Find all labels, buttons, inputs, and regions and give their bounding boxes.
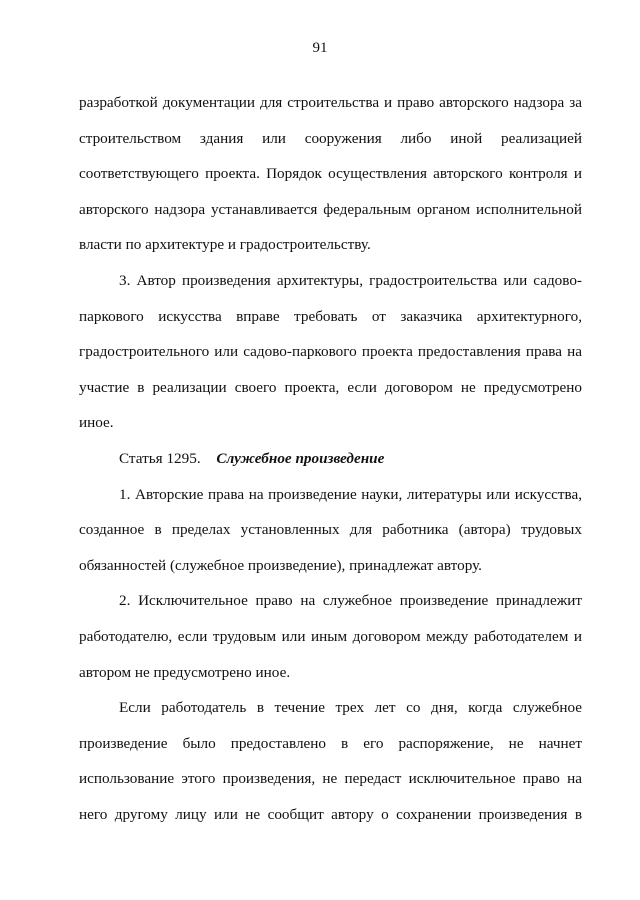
article-number: Статья 1295. [119, 449, 201, 467]
continued-paragraph: разработкой документации для строительства и право авторского надзора за строительством здания или сооружения либо иной реализацией соответствующего проекта. Порядок осуществления авторского контроля и авторского надзора устанавливается федеральным органом исполнительной власти по архитектуре и градостроительству. [79, 94, 582, 254]
page-body [79, 85, 582, 832]
paragraph-clause-3: 3. Автор произведения архитектуры, градостроительства или садово-паркового искусства вправе требовать от заказчика архитектурного, градостроительного или садово-паркового проекта предоставления права на участие в реализации своего проекта, если договором не предусмотрено иное. [79, 271, 582, 432]
page-number: 91 [312, 40, 328, 56]
article-clause-2: 2. Исключительное право на служебное произведение принадлежит работодателю, если трудовым или иным договором между работодателем и автором не предусмотрено иное. [79, 592, 582, 681]
article-paragraph-continued: Если работодатель в течение трех лет со дня, когда служебное произведение было предоставлено в его распоряжение, не начнет использование этого произведения, не передаст исключительное право на него другому лицу или не сообщит автору о сохранении произведения в [79, 699, 582, 823]
article-clause-1: 1. Авторские права на произведение науки, литературы или искусства, созданное в пределах установленных для работника (автора) трудовых обязанностей (служебное произведение), принадлежат автору. [79, 485, 582, 574]
article-heading [79, 441, 582, 477]
article-title: Служебное произведение [216, 449, 385, 467]
